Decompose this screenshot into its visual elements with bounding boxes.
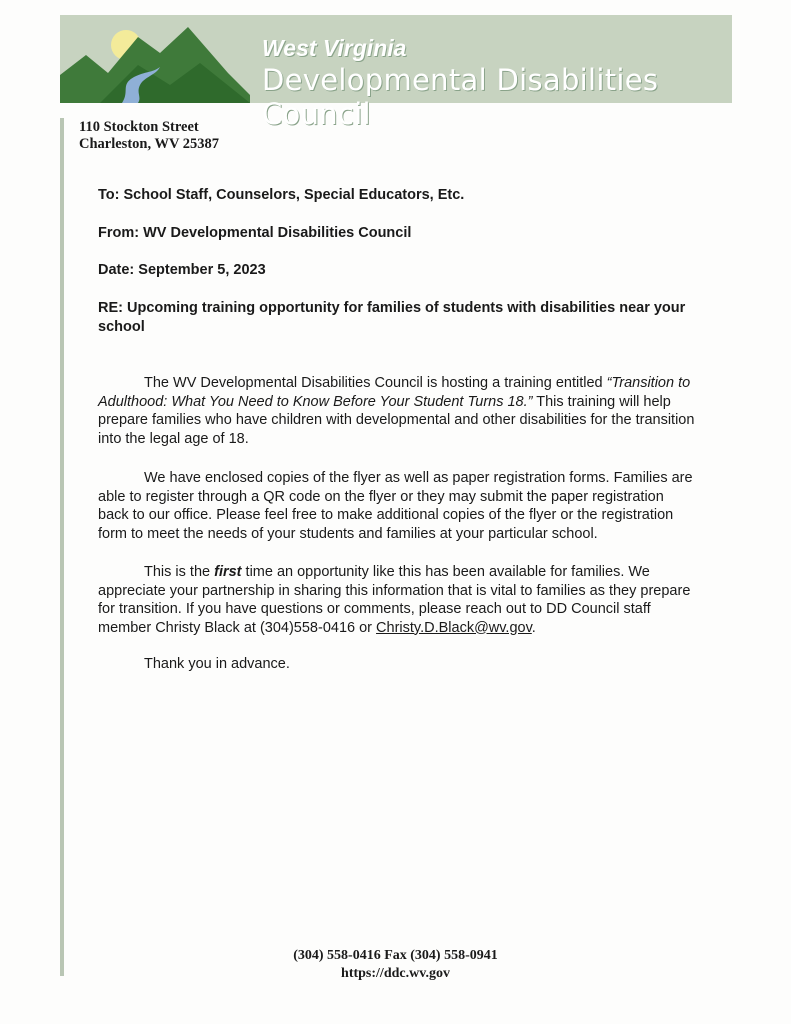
memo-re: RE: Upcoming training opportunity for families of students with disabilities near your school [98,300,686,335]
banner-subtitle: Developmental Disabilities Council [262,63,659,131]
mountain-sun-river-logo-icon [60,15,260,103]
closing-text: Thank you in advance. [144,656,290,672]
body-paragraph-2 [98,469,698,543]
footer-website-link[interactable]: https://ddc.wv.gov [341,966,450,981]
p2-text: We have enclosed copies of the flyer as well as paper registration forms. Families are able to register through a QR code on the flyer or they may submit the paper registration back to our office. Please feel free to make additional copies of the flyer or the registration form to meet the needs of your students and families at your particular school. [98,470,693,542]
address-line-2: Charleston, WV 25387 [79,136,220,152]
memo-date: Date: September 5, 2023 [98,262,266,278]
p3-end-text: . [531,619,536,636]
training-title: “Transition to Adulthood: What You Need to Know Before Your Student Turns 18.” [98,375,691,410]
memo-to: To: School Staff, Counselors, Special Educators, Etc. [98,187,465,203]
p1-end-text: This training will help prepare families who have children with developmental and other disabilities for the transition into the legal age of 18. [98,393,695,447]
body-paragraph-1 [98,374,698,448]
body-paragraph-3 [98,563,698,637]
p3-start-text: This is the [144,564,215,580]
contact-email-link[interactable]: Christy.D.Black@wv.gov [376,619,532,636]
return-address [79,119,219,153]
p1-start-text: The WV Developmental Disabilities Council is hosting a training entitled [144,375,607,391]
p3-mid-text: time an opportunity like this has been available for families. We appreciate your partnership in sharing this information that is vital to families as they prepare for transition. If you have questions or comments, please reach out to DD Council staff member Christy Black at (304)558-0416 or [98,564,691,636]
address-line-1: 110 Stockton Street [79,119,199,135]
closing-paragraph [98,655,698,674]
memo-from: From: WV Developmental Disabilities Council [98,225,412,241]
left-margin-rule [60,118,64,976]
footer-phone-fax: (304) 558-0416 Fax (304) 558-0941 [293,948,498,963]
banner-title: West Virginia [262,35,407,61]
p3-emphasis: first [214,564,242,580]
